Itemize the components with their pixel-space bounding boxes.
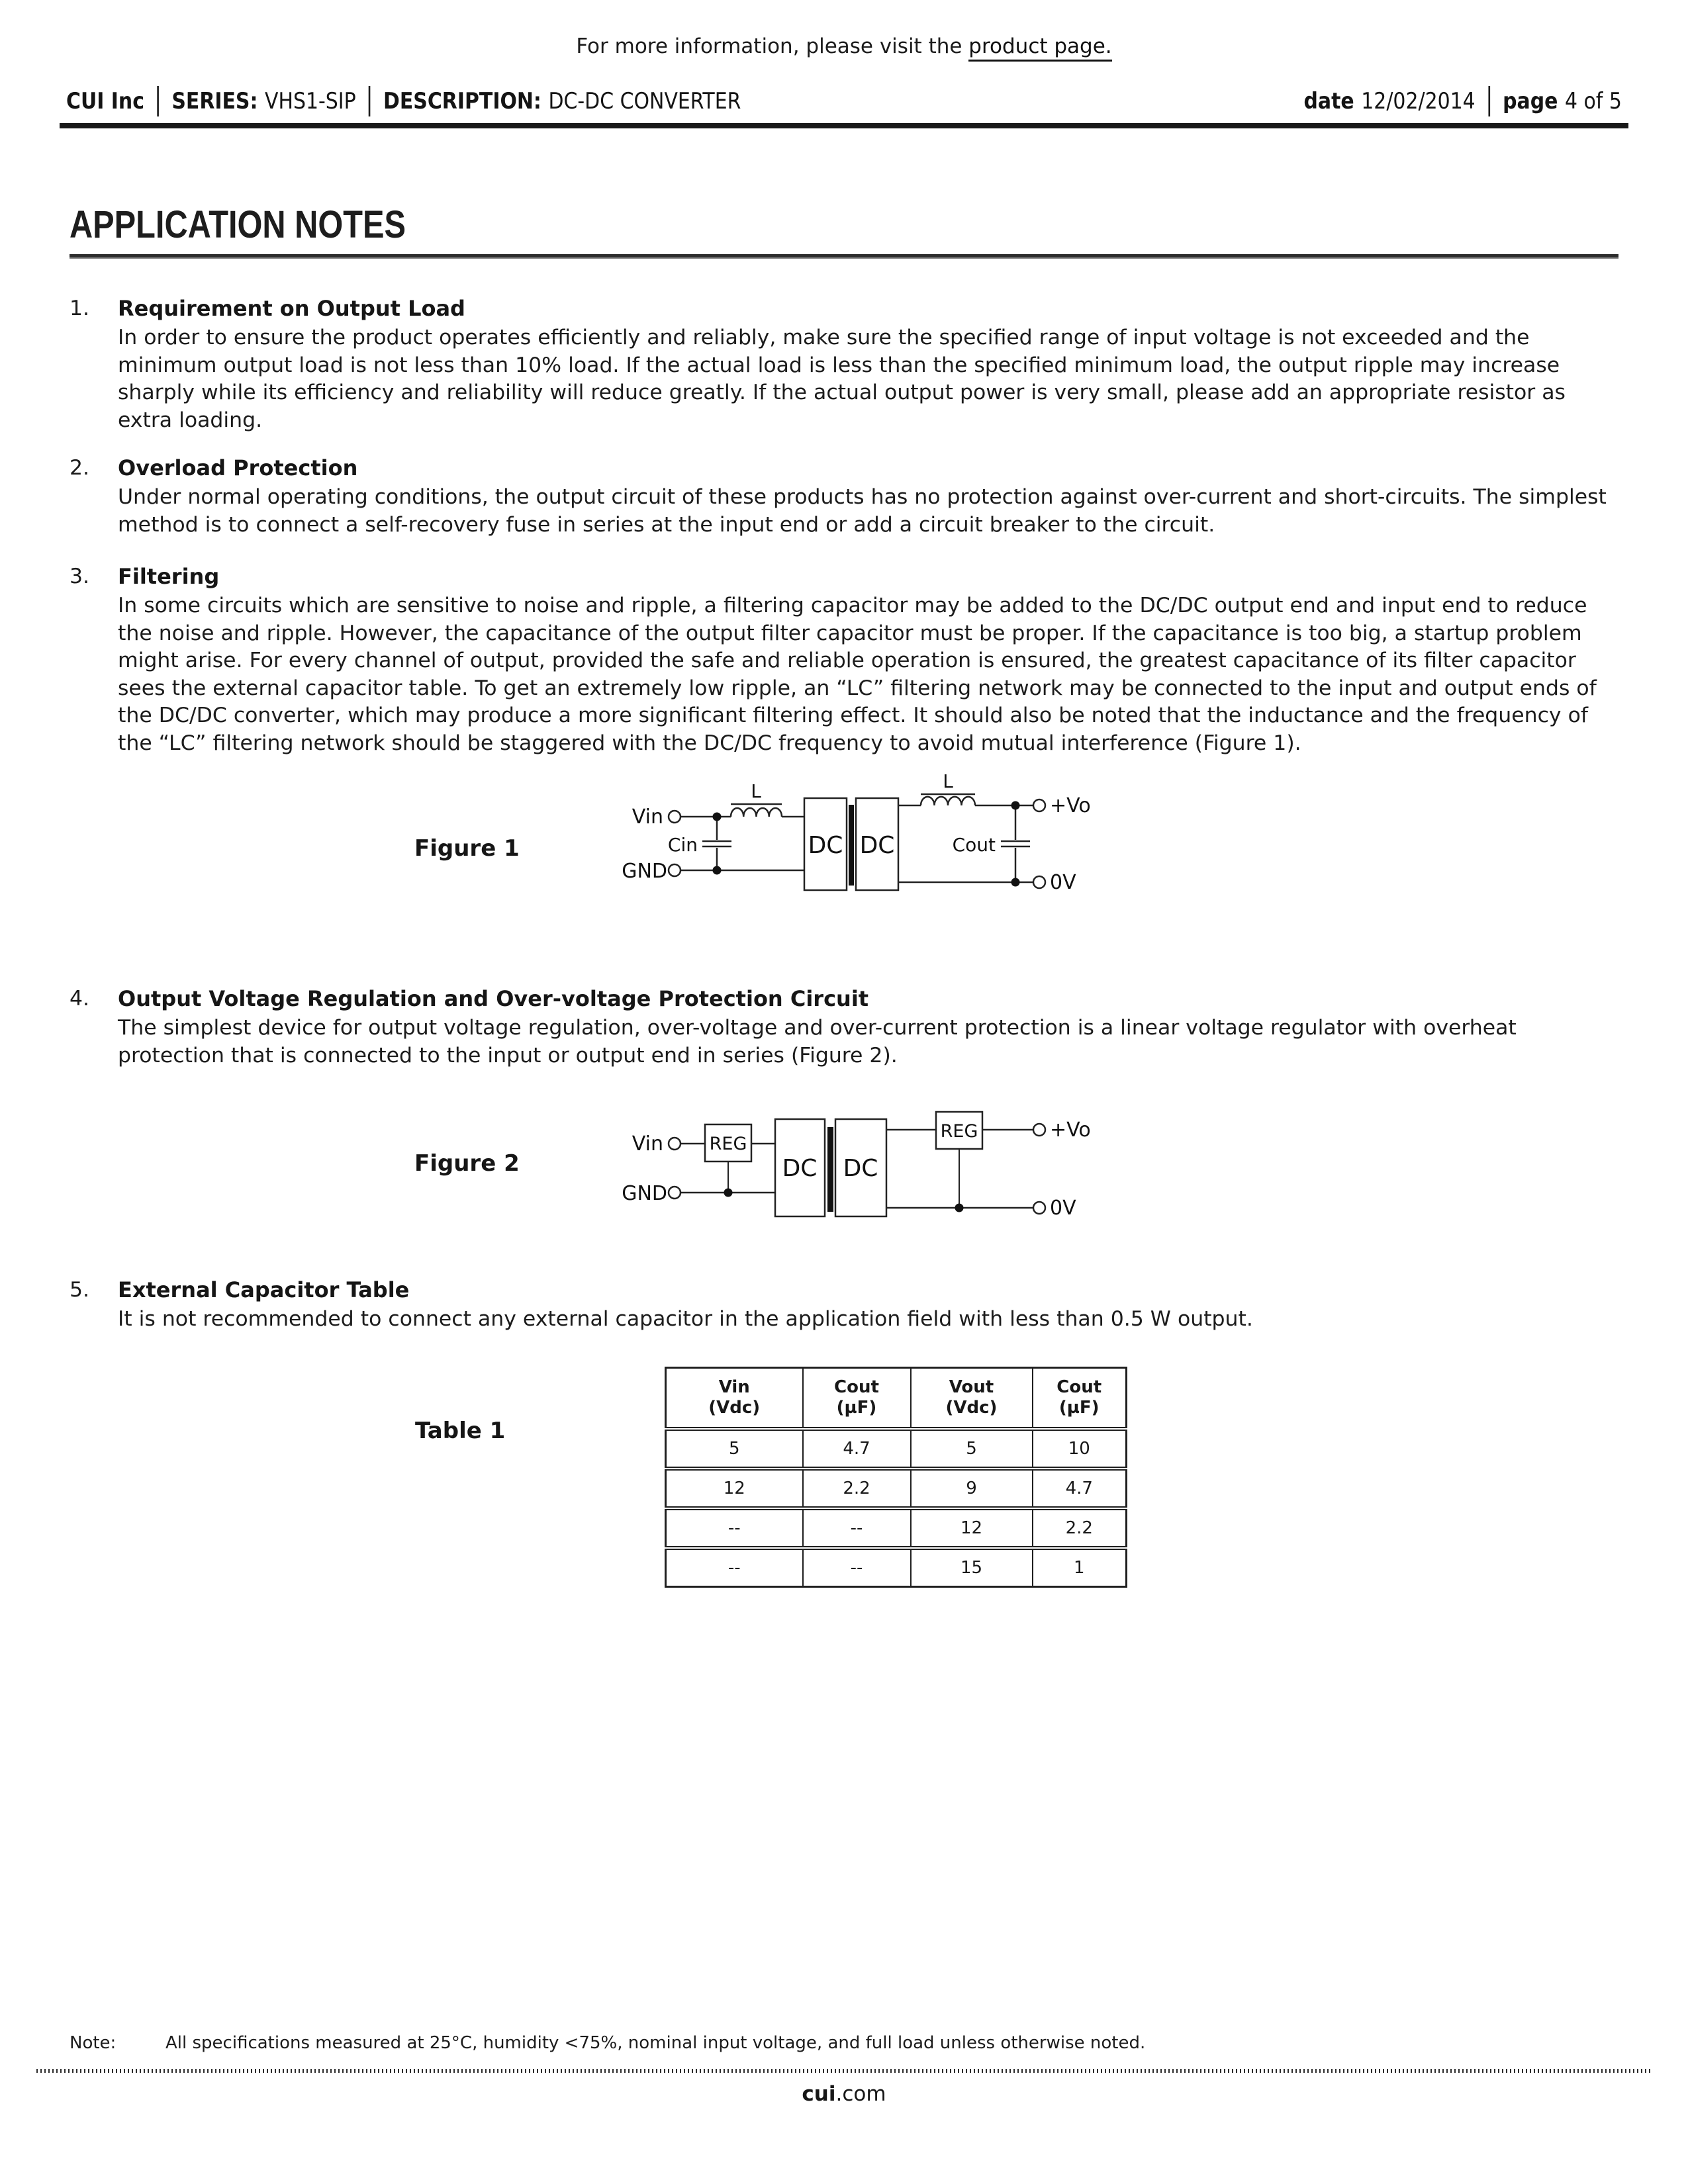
col-header-cout-out: Cout (µF) — [1033, 1368, 1127, 1430]
section-body: It is not recommended to connect any external capacitor in the application field with less than 0.5 W output. — [118, 1307, 1253, 1331]
footer-dotted-rule — [36, 2069, 1652, 2073]
table1-caption: Table 1 — [415, 1418, 506, 1444]
page-label: page — [1503, 88, 1558, 114]
table-row — [666, 1469, 1127, 1508]
col-header-vout: Vout (Vdc) — [911, 1368, 1033, 1430]
note-label: Note: — [70, 2033, 117, 2053]
table-row — [666, 1429, 1127, 1469]
section-external-capacitor — [70, 1276, 1622, 1334]
footnote — [70, 2033, 1618, 2053]
header-right — [1304, 83, 1622, 119]
table-header-row — [666, 1368, 1127, 1430]
reg-out-label: REG — [940, 1121, 978, 1142]
date-label: date — [1303, 88, 1354, 114]
cell: -- — [666, 1548, 803, 1587]
vo-label: +Vo — [1050, 794, 1091, 817]
description-label: DESCRIPTION: — [383, 88, 541, 114]
description-value: DC-DC CONVERTER — [548, 88, 741, 114]
vin-label: Vin — [632, 1132, 663, 1156]
cell: 15 — [911, 1548, 1033, 1587]
section-number: 4. — [70, 987, 90, 1011]
more-info-line — [0, 34, 1688, 58]
gnd-label: GND — [622, 1182, 667, 1205]
section-body: Under normal operating conditions, the output circuit of these products has no protection against over-current and short-circuits. The simplest method is to connect a self-recovery fuse in series at the input end or add a circuit breaker to the circuit. — [118, 485, 1607, 537]
cell: 2.2 — [1033, 1508, 1127, 1548]
cell: 9 — [911, 1469, 1033, 1508]
gnd-label: GND — [622, 860, 667, 883]
vo-label: +Vo — [1050, 1118, 1091, 1142]
header-rule — [60, 123, 1628, 128]
dc-right-label: DC — [859, 832, 895, 859]
series-value: VHS1-SIP — [265, 88, 356, 114]
section-heading: Requirement on Output Load — [118, 296, 465, 321]
cin-label: Cin — [667, 834, 698, 856]
col-header-vin: Vin (Vdc) — [666, 1368, 803, 1430]
section-heading: Filtering — [118, 564, 220, 589]
cell: -- — [666, 1508, 803, 1548]
note-text: All specifications measured at 25°C, humidity <75%, nominal input voltage, and full load unless otherwise noted. — [165, 2033, 1146, 2053]
cell: -- — [803, 1548, 911, 1587]
page-value: 4 of 5 — [1565, 88, 1622, 114]
table-row — [666, 1508, 1127, 1548]
section-heading: Overload Protection — [118, 455, 358, 480]
company-name: CUI Inc — [66, 88, 144, 114]
section-voltage-regulation — [70, 985, 1622, 1069]
section-body: The simplest device for output voltage regulation, over-voltage and over-current protection is a linear voltage regulator with overheat protection that is connected to the input or output end in series (Figure 2). — [118, 1016, 1517, 1068]
dc-left-label: DC — [808, 832, 843, 859]
cell: 4.7 — [1033, 1469, 1127, 1508]
dc-left-label: DC — [782, 1155, 818, 1182]
cell: 2.2 — [803, 1469, 911, 1508]
section-filtering — [70, 563, 1622, 757]
cout-label: Cout — [952, 834, 996, 856]
header-divider — [1488, 86, 1490, 116]
zero-v-label: 0V — [1050, 871, 1076, 894]
header-left — [66, 83, 741, 119]
external-capacitor-table — [665, 1367, 1127, 1588]
section-body: In order to ensure the product operates efficiently and reliably, make sure the specified range of input voltage is not exceeded and the minimum output load is not less than 10% load. If the actual load is less than the specified minimum load, the output ripple may increase sharply while its efficiency and reliability will reduce greatly. If the actual output power is very small, please add an appropriate resistor as extra loading. — [118, 326, 1566, 432]
section-output-load — [70, 295, 1622, 434]
cell: 12 — [911, 1508, 1033, 1548]
section-number: 1. — [70, 296, 90, 320]
figure1-circuit-diagram — [616, 770, 1092, 899]
figure2-caption: Figure 2 — [414, 1150, 520, 1177]
section-body: In some circuits which are sensitive to noise and ripple, a filtering capacitor may be added to the DC/DC output end and input end to reduce the noise and ripple. However, the capacitance of the output filter capacitor must be proper. If the capacitance is too big, a startup problem might arise. For every channel of output, provided the safe and reliable operation is ensured, the greatest capacitance of its filter capacitor sees the external capacitor table. To get an extremely low ripple, an “LC” filtering network may be connected to the input and output ends of the DC/DC converter, which may produce a more significant filtering effect. It should also be noted that the inductance and the frequency of the “LC” filtering network should be staggered with the DC/DC frequency to avoid mutual interference (Figure 1). — [118, 594, 1597, 755]
cell: 1 — [1033, 1548, 1127, 1587]
cell: 5 — [911, 1429, 1033, 1469]
title-rule — [70, 254, 1618, 259]
cell: 12 — [666, 1469, 803, 1508]
cell: 10 — [1033, 1429, 1127, 1469]
figure1-caption: Figure 1 — [414, 835, 520, 862]
col-header-cout-in: Cout (µF) — [803, 1368, 911, 1430]
series-label: SERIES: — [171, 88, 258, 114]
zero-v-label: 0V — [1050, 1197, 1076, 1220]
more-info-text: For more information, please visit the — [576, 34, 969, 58]
header-divider — [369, 86, 371, 116]
section-heading: External Capacitor Table — [118, 1277, 410, 1302]
section-number: 3. — [70, 565, 90, 588]
website-url: cui.com — [802, 2082, 886, 2106]
date-value: 12/02/2014 — [1361, 88, 1476, 114]
cell: 5 — [666, 1429, 803, 1469]
inductor-in-label: L — [751, 780, 761, 802]
product-page-link[interactable]: product page. — [968, 34, 1111, 62]
reg-in-label: REG — [709, 1134, 747, 1154]
section-heading: Output Voltage Regulation and Over-voltage Protection Circuit — [118, 986, 869, 1011]
section-number: 2. — [70, 456, 90, 480]
vin-label: Vin — [632, 805, 663, 829]
cell: 4.7 — [803, 1429, 911, 1469]
dc-right-label: DC — [843, 1155, 878, 1182]
table-row — [666, 1548, 1127, 1587]
cell: -- — [803, 1508, 911, 1548]
figure2-circuit-diagram — [616, 1099, 1092, 1221]
header-divider — [157, 86, 159, 116]
section-number: 5. — [70, 1278, 90, 1302]
section-overload-protection — [70, 454, 1622, 539]
page-title: APPLICATION NOTES — [70, 203, 406, 246]
inductor-out-label: L — [943, 770, 953, 792]
